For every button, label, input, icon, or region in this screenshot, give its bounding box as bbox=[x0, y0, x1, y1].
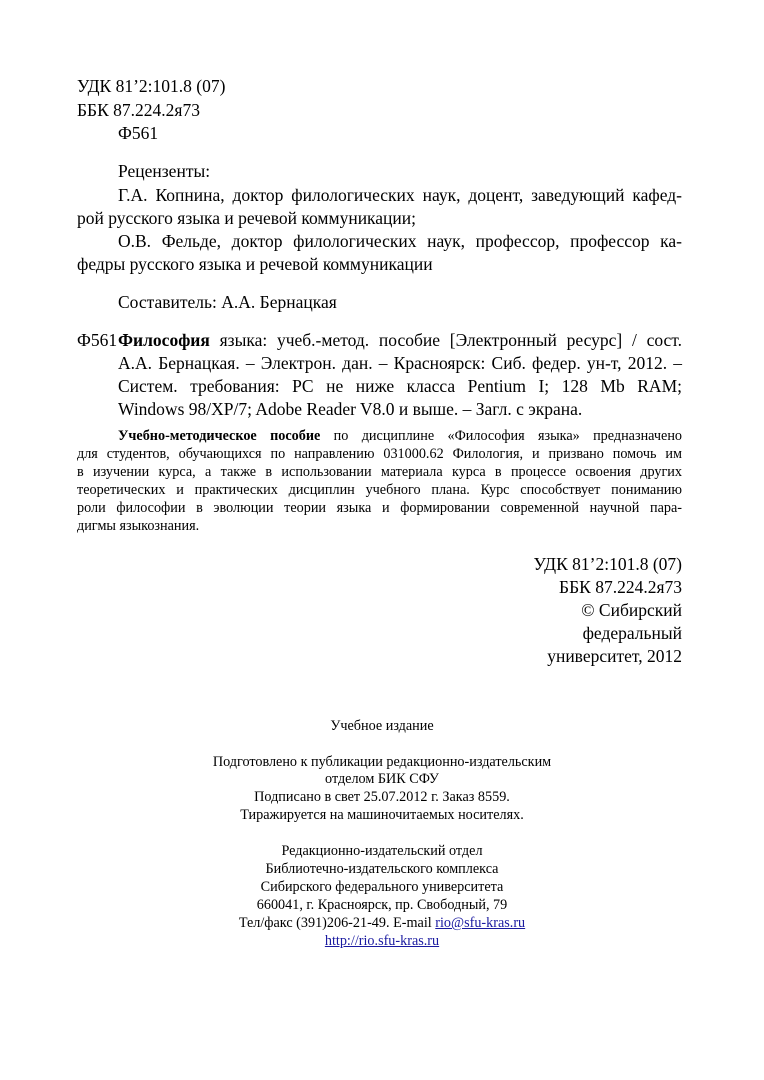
compiler: Составитель: А.А. Бернацкая bbox=[118, 292, 337, 312]
reviewer-1-line-1: Г.А. Копнина, доктор филологических наук, доцент, заведующий кафед- bbox=[118, 185, 682, 205]
abstract-bold: Учебно-методическое пособие bbox=[118, 428, 321, 444]
abstract-line-2: для студентов, обучающихся по направлению 031000.62 Филология, и призвано помочь им bbox=[77, 446, 682, 462]
dept-line-3: Сибирского федерального университета bbox=[260, 879, 504, 895]
bib-line-2: А.А. Бернацкая. – Электрон. дан. – Красноярск: Сиб. федер. ун-т, 2012. – bbox=[118, 353, 682, 373]
reviewer-2-line-2: федры русского языка и речевой коммуникации bbox=[77, 254, 433, 274]
prepared-line-2: отделом БИК СФУ bbox=[325, 771, 439, 787]
abstract-line-1-rest: по дисциплине «Философия языка» предназначено bbox=[333, 428, 683, 444]
copyright-line-2: федеральный bbox=[582, 623, 682, 643]
abstract-line-3: в изучении курса, а также в использовании материала курса в процессе освоения других bbox=[77, 464, 682, 480]
dept-line-1: Редакционно-издательский отдел bbox=[281, 843, 483, 859]
bib-line-1-rest: языка: учеб.-метод. пособие [Электронный ресурс] / сост. bbox=[219, 330, 682, 350]
bib-title: Философия bbox=[118, 330, 210, 350]
abstract-line-4: теоретических и практических дисциплин учебного плана. Курс способствует пониманию bbox=[77, 482, 682, 498]
edition-type: Учебное издание bbox=[330, 718, 434, 734]
bib-line-4: Windows 98/XP/7; Adobe Reader V8.0 и выше. – Загл. с экрана. bbox=[118, 399, 583, 419]
bib-code: Ф561 bbox=[77, 330, 118, 350]
website-line bbox=[0, 934, 764, 948]
website-link[interactable]: http://rio.sfu-kras.ru bbox=[324, 933, 440, 949]
copyright-line-3: университет, 2012 bbox=[547, 646, 682, 666]
author-code: Ф561 bbox=[118, 123, 159, 143]
abstract-line-5: роли философии в эволюции теории языка и формировании современной научной пара- bbox=[77, 500, 682, 516]
address-line: 660041, г. Красноярск, пр. Свободный, 79 bbox=[256, 897, 508, 913]
copyright-bbk: ББК 87.224.2я73 bbox=[559, 577, 682, 597]
media-line: Тиражируется на машиночитаемых носителях. bbox=[240, 807, 524, 823]
bib-line-1 bbox=[118, 332, 682, 350]
email-link[interactable]: rio@sfu-kras.ru bbox=[435, 915, 526, 931]
signed-line: Подписано в свет 25.07.2012 г. Заказ 8559. bbox=[254, 789, 510, 805]
dept-line-2: Библиотечно-издательского комплекса bbox=[265, 861, 499, 877]
copyright-udk: УДК 81’2:101.8 (07) bbox=[533, 554, 682, 574]
prepared-line-1: Подготовлено к публикации редакционно-издательским bbox=[212, 754, 552, 770]
reviewers-title: Рецензенты: bbox=[118, 161, 211, 181]
copyright-line-1: © Сибирский bbox=[581, 600, 682, 620]
reviewer-2-line-1: О.В. Фельде, доктор филологических наук, профессор, профессор ка- bbox=[118, 231, 682, 251]
reviewer-1-line-2: рой русского языка и речевой коммуникации; bbox=[77, 208, 417, 228]
contact-line bbox=[0, 916, 764, 930]
bbk-code: ББК 87.224.2я73 bbox=[77, 100, 200, 120]
bib-line-3: Систем. требования: PC не ниже класса Pentium I; 128 Mb RAM; bbox=[118, 376, 682, 396]
phone-text: Тел/факс (391)206-21-49. E-mail bbox=[238, 915, 436, 931]
abstract-line-1 bbox=[118, 429, 682, 443]
udk-code: УДК 81’2:101.8 (07) bbox=[77, 76, 226, 96]
abstract-line-6: дигмы языкознания. bbox=[77, 518, 200, 534]
